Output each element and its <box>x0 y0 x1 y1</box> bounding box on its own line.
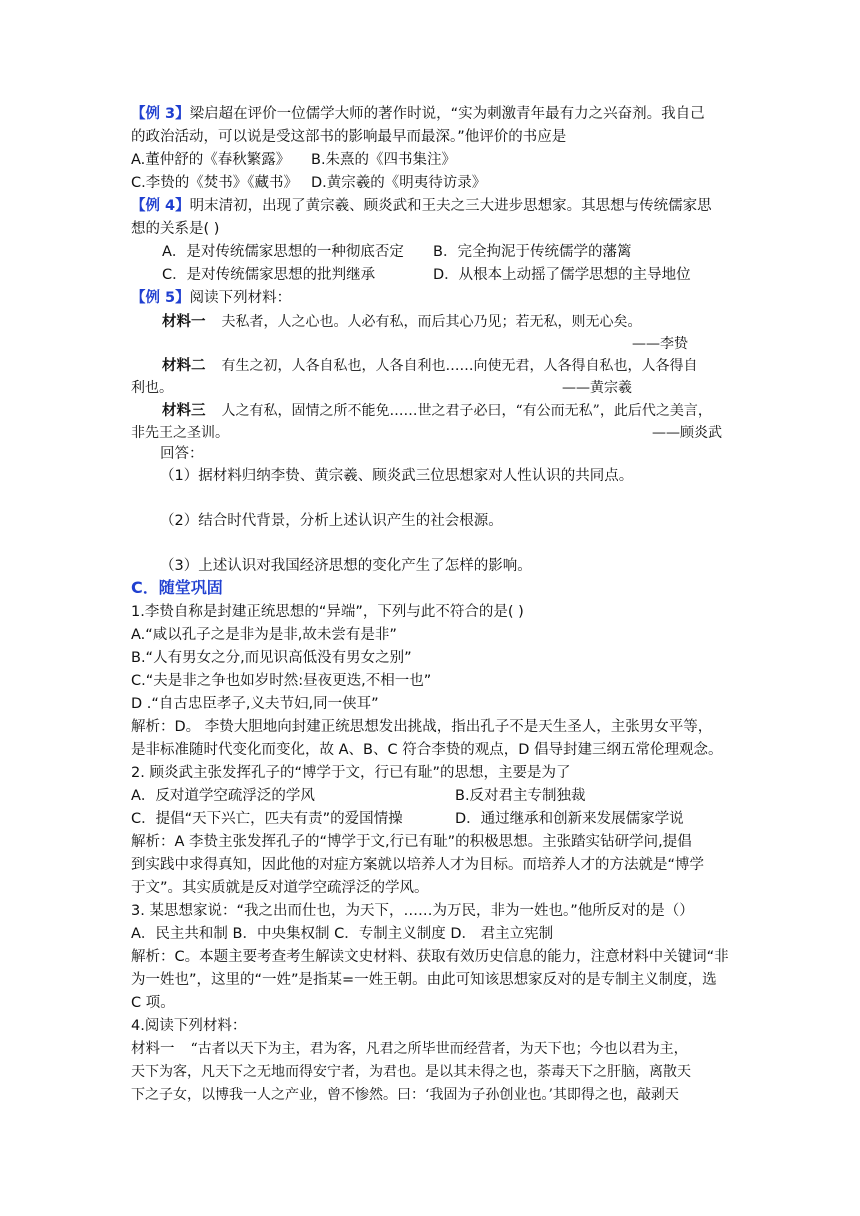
q1-option-c: C.“夫是非之争也如岁时然:昼夜更迭,不相一也” <box>131 673 432 689</box>
example-3-options-ab <box>131 150 457 171</box>
q2-option-a: A．反对道学空疏浮泛的学风 <box>131 788 315 804</box>
q4-material-1-label: 材料一 <box>131 1041 175 1057</box>
q3-explanation-3: C 项。 <box>131 995 175 1011</box>
material-2-source: ——黄宗羲 <box>562 380 632 396</box>
material-1-source: ——李贽 <box>632 336 688 352</box>
ex5-question-1: （1）据材料归纳李贽、黄宗羲、顾炎武三位思想家对人性认识的共同点。 <box>160 468 634 484</box>
q3-stem: 3. 某思想家说：“我之出而仕也，为天下，……为万民，非为一姓也。”他所反对的是（） <box>131 903 694 919</box>
q3-explanation-2: 为一姓也”，这里的“一姓”是指某=一姓王朝。由此可知该思想家反对的是专制主义制度，选 <box>131 972 717 988</box>
example-4-option-d: D．从根本上动摇了儒学思想的主导地位 <box>433 267 691 283</box>
q1-option-b: B.“人有男女之分,而见识高低没有男女之别” <box>131 650 412 666</box>
example-4-options-ab <box>162 242 632 263</box>
example-3-line-2: 的政治活动，可以说是受这部书的影响最早而最深。”他评价的书应是 <box>131 129 567 145</box>
material-2-line-1 <box>162 356 698 377</box>
example-4-options-cd <box>162 265 691 286</box>
material-2-line-2: 利也。 <box>131 380 173 396</box>
answer-label: 回答： <box>160 446 204 462</box>
q4-material-1-line-1 <box>131 1039 688 1060</box>
example-4-text: 明末清初，出现了黄宗羲、顾炎武和王夫之三大进步思想家。其思想与传统儒家思 <box>189 198 712 214</box>
example-3-option-d: D.黄宗羲的《明夷待访录》 <box>311 175 487 191</box>
example-3-options-cd <box>131 173 487 194</box>
example-4-line-1 <box>131 196 712 217</box>
q2-stem: 2. 顾炎武主张发挥孔子的“博学于文，行已有耻”的思想，主要是为了 <box>131 765 571 781</box>
q3-explanation-1: 解析：C。本题主要考查考生解读文史材料、获取有效历史信息的能力，注意材料中关键词“非 <box>131 949 729 965</box>
q2-option-b: B.反对君主专制独裁 <box>455 788 586 804</box>
q4-stem: 4.阅读下列材料： <box>131 1018 247 1034</box>
material-2-label: 材料二 <box>162 358 206 374</box>
ex5-question-2: （2）结合时代背景，分析上述认识产生的社会根源。 <box>160 513 503 529</box>
q2-option-d: D．通过继承和创新来发展儒家学说 <box>455 811 684 827</box>
q1-explanation-1: 解析：D。 李贽大胆地向封建正统思想发出挑战，指出孔子不是天生圣人，主张男女平等， <box>131 719 713 735</box>
example-3-option-b: B.朱熹的《四书集注》 <box>311 152 457 168</box>
q2-options-ab <box>131 786 586 807</box>
q4-material-1-line-3: 下之子女，以博我一人之产业，曾不惨然。曰：‘我固为子孙创业也。’其即得之也，敲剥天 <box>131 1087 679 1103</box>
material-1-label: 材料一 <box>162 314 206 330</box>
example-3-text: 梁启超在评价一位儒学大师的著作时说，“实为刺激青年最有力之兴奋剂。我自己 <box>189 106 705 122</box>
example-5-intro-line <box>131 288 291 309</box>
example-4-option-c: C．是对传统儒家思想的批判继承 <box>162 267 376 283</box>
material-3-label: 材料三 <box>162 403 206 419</box>
q2-explanation-3: 于文”。其实质就是反对道学空疏浮泛的学风。 <box>131 880 429 896</box>
q1-explanation-2: 是非标准随时代变化而变化，故 A、B、C 符合李贽的观点，D 倡导封建三纲五常伦理观念。 <box>131 742 723 758</box>
example-4-option-b: B．完全拘泥于传统儒学的藩篱 <box>433 244 632 260</box>
example-4-line-2: 想的关系是( ) <box>131 221 220 237</box>
q4-material-1-line-2: 天下为客，凡天下之无地而得安宁者，为君也。是以其未得之也，荼毒天下之肝脑，离散天 <box>131 1064 691 1080</box>
material-1-text: 夫私者，人之心也。人必有私，而后其心乃见；若无私，则无心矣。 <box>221 314 642 330</box>
q1-option-d: D .“自古忠臣孝子,义夫节妇,同一侠耳” <box>131 696 379 712</box>
q2-explanation-2: 到实践中求得真知，因此他的对症方案就以培养人才为目标。而培养人才的方法就是“博学 <box>131 857 705 873</box>
example-3-tag: 【例 3】 <box>131 106 190 122</box>
q4-material-1-text: “古者以天下为主，君为客，凡君之所毕世而经营者，为天下也；今也以君为主， <box>190 1041 688 1057</box>
example-3-option-a: A.董仲舒的《春秋繁露》 <box>131 152 291 168</box>
material-2-text: 有生之初，人各自私也，人各自利也……向使无君，人各得自私也，人各得自 <box>221 358 698 374</box>
material-3-line-1 <box>162 401 712 422</box>
material-3-line-2: 非先王之圣训。 <box>131 425 229 441</box>
example-5-intro: 阅读下列材料： <box>189 290 292 306</box>
q2-explanation-1: 解析：A 李贽主张发挥孔子的“博学于文,行已有耻”的积极思想。主张踏实钻研学问,提倡 <box>131 834 692 850</box>
section-c-heading: C．随堂巩固 <box>131 578 223 597</box>
material-3-source: ——顾炎武 <box>652 425 722 441</box>
material-3-text: 人之有私，固情之所不能免……世之君子必曰，“有公而无私”，此后代之美言， <box>221 403 712 419</box>
q2-options-cd <box>131 809 684 830</box>
example-4-tag: 【例 4】 <box>131 198 190 214</box>
q1-option-a: A.“咸以孔子之是非为是非,故未尝有是非” <box>131 627 397 643</box>
example-3-option-c: C.李贽的《焚书》《藏书》 <box>131 175 298 191</box>
q2-option-c: C．提倡“天下兴亡，匹夫有责”的爱国情操 <box>131 811 403 827</box>
example-3-line-1 <box>131 104 705 125</box>
ex5-question-3: （3）上述认识对我国经济思想的变化产生了怎样的影响。 <box>160 558 532 574</box>
example-4-option-a: A．是对传统儒家思想的一种彻底否定 <box>162 244 404 260</box>
material-1-line <box>162 312 642 333</box>
example-5-tag: 【例 5】 <box>131 290 190 306</box>
q1-stem: 1.李贽自称是封建正统思想的“异端”，下列与此不符合的是( ) <box>131 604 524 620</box>
q3-options: A．民主共和制 B．中央集权制 C．专制主义制度 D． 君主立宪制 <box>131 926 554 942</box>
